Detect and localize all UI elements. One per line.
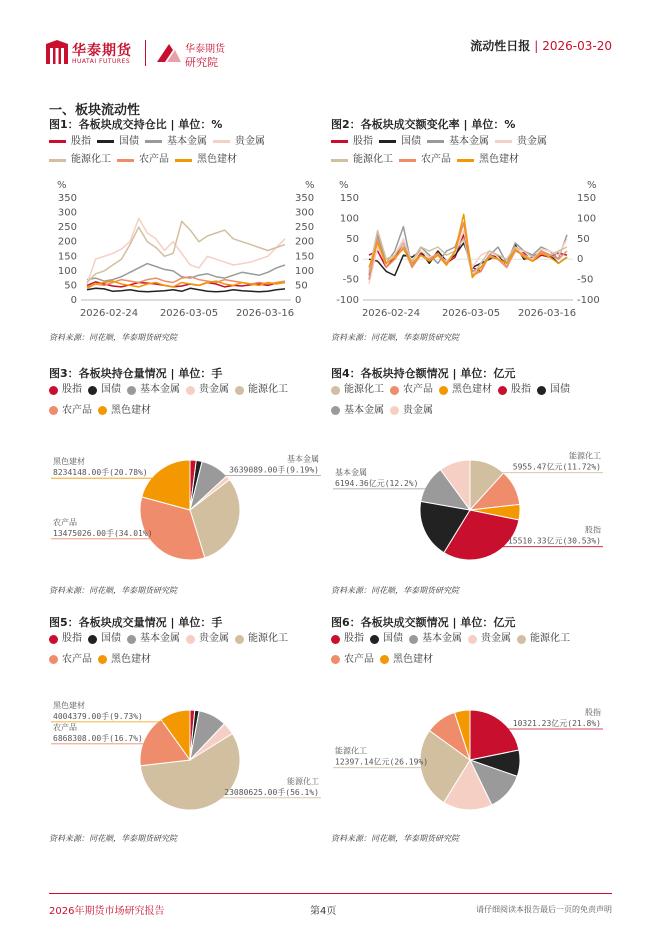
series-line bbox=[87, 264, 285, 282]
legend-item bbox=[49, 151, 111, 169]
x-tick-label: 2026-02-24 bbox=[79, 308, 139, 319]
y-tick-label-right: 250 bbox=[295, 222, 315, 234]
legend-item bbox=[379, 133, 421, 151]
legend-item bbox=[88, 630, 121, 648]
logo-subtext: HUATAI FUTURES bbox=[72, 58, 131, 65]
callout-value: 3639089.00手(9.19%) bbox=[229, 465, 319, 475]
legend-swatch bbox=[370, 635, 379, 644]
x-tick-label: 2026-03-05 bbox=[441, 308, 501, 319]
legend-item bbox=[468, 630, 511, 648]
y-tick-label-right: 100 bbox=[577, 213, 597, 225]
figure-1-line-chart bbox=[45, 178, 327, 328]
y-tick-label-left: 150 bbox=[57, 251, 77, 263]
figure-4-legend bbox=[331, 381, 601, 422]
legend-swatch bbox=[439, 386, 448, 395]
legend-swatch bbox=[468, 635, 477, 644]
report-date: | 2026-03-20 bbox=[534, 39, 612, 53]
legend-item bbox=[127, 381, 180, 399]
legend-label: 农产品 bbox=[62, 404, 92, 416]
legend-label: 贵金属 bbox=[517, 135, 547, 147]
legend-label: 基本金属 bbox=[140, 384, 180, 395]
footer-divider bbox=[49, 893, 612, 894]
y-tick-label-right: 150 bbox=[577, 193, 597, 204]
y-tick-label-left: 50 bbox=[64, 280, 77, 292]
legend-swatch bbox=[213, 140, 230, 143]
y-tick-label-left: -50 bbox=[342, 274, 359, 286]
y-tick-label-left: 250 bbox=[57, 222, 77, 234]
figure-4-title: 图4：各板块持仓额情况 | 单位：亿元 bbox=[331, 367, 516, 380]
y-tick-label-right: 350 bbox=[295, 193, 315, 204]
legend-item bbox=[98, 402, 151, 420]
legend-label: 国债 bbox=[101, 633, 121, 644]
legend-swatch bbox=[145, 140, 162, 143]
legend-label: 黑色建材 bbox=[111, 653, 151, 665]
legend-label: 股指 bbox=[71, 135, 91, 147]
figure-6-title: 图6：各板块成交额情况 | 单位：亿元 bbox=[331, 616, 516, 629]
figure-2-title: 图2：各板块成交额变化率 | 单位：% bbox=[331, 118, 516, 131]
legend-swatch bbox=[331, 635, 340, 644]
callout-name: 能源化工 bbox=[569, 451, 601, 461]
y-tick-label-left: 350 bbox=[57, 193, 77, 204]
figure-6-source: 资料来源：同花顺，华泰期货研究院 bbox=[331, 834, 459, 843]
legend-item bbox=[88, 381, 121, 399]
figure-5-source: 资料来源：同花顺，华泰期货研究院 bbox=[49, 834, 177, 843]
legend-swatch bbox=[498, 386, 507, 395]
footer-report-title: 2026年期货市场研究报告 bbox=[49, 906, 165, 917]
y-tick-label-left: 200 bbox=[57, 236, 77, 248]
y-tick-label-left: -100 bbox=[336, 295, 359, 306]
legend-label: 农产品 bbox=[344, 653, 374, 665]
legend-label: 能源化工 bbox=[248, 633, 288, 644]
y-tick-label-left: 0 bbox=[70, 295, 77, 306]
legend-swatch bbox=[235, 635, 244, 644]
legend-label: 能源化工 bbox=[344, 384, 384, 395]
y-tick-label-left: 0 bbox=[352, 254, 359, 266]
legend-swatch bbox=[331, 140, 348, 143]
legend-swatch bbox=[98, 406, 107, 415]
legend-item bbox=[537, 381, 570, 399]
legend-item bbox=[98, 651, 151, 669]
legend-label: 国债 bbox=[383, 633, 403, 644]
figure-1-source: 资料来源：同花顺，华泰期货研究院 bbox=[49, 333, 177, 342]
legend-swatch bbox=[331, 386, 340, 395]
callout-value: 4004379.00手(9.73%) bbox=[53, 711, 143, 721]
y-tick-label-right: 50 bbox=[577, 233, 590, 245]
callout-value: 10321.23亿元(21.8%) bbox=[512, 719, 601, 729]
figure-6-pie-chart bbox=[327, 680, 609, 840]
callout-name: 农产品 bbox=[53, 722, 77, 732]
y-tick-label-right: 100 bbox=[295, 265, 315, 277]
logo-mark-icon bbox=[46, 40, 68, 66]
legend-item bbox=[498, 381, 531, 399]
legend-label: 农产品 bbox=[403, 384, 433, 395]
figure-2-legend bbox=[331, 132, 596, 169]
legend-swatch bbox=[49, 635, 58, 644]
legend-label: 股指 bbox=[62, 384, 82, 395]
legend-label: 基本金属 bbox=[167, 135, 207, 147]
callout-value: 12397.14亿元(26.19%) bbox=[335, 757, 429, 767]
y-tick-label-right: -50 bbox=[577, 274, 594, 286]
institute-name: 华泰期货 bbox=[185, 44, 225, 55]
legend-label: 农产品 bbox=[139, 154, 169, 165]
y-tick-label-right: 0 bbox=[295, 295, 302, 306]
report-header bbox=[470, 37, 612, 54]
legend-label: 股指 bbox=[344, 633, 364, 644]
legend-item bbox=[49, 381, 82, 399]
legend-item bbox=[331, 630, 364, 648]
legend-label: 贵金属 bbox=[199, 384, 229, 395]
legend-swatch bbox=[457, 159, 474, 162]
callout-name: 黑色建材 bbox=[53, 457, 85, 467]
legend-label: 国债 bbox=[119, 135, 139, 147]
legend-swatch bbox=[117, 159, 134, 162]
legend-item bbox=[49, 402, 92, 420]
callout-name: 能源化工 bbox=[335, 746, 367, 756]
legend-label: 国债 bbox=[550, 384, 570, 395]
legend-swatch bbox=[49, 140, 66, 143]
right-unit-label: % bbox=[305, 180, 315, 191]
figure-1-title: 图1：各板块成交持仓比 | 单位：% bbox=[49, 118, 223, 131]
y-tick-label-right: 0 bbox=[577, 254, 584, 266]
legend-item bbox=[186, 381, 229, 399]
legend-label: 农产品 bbox=[421, 154, 451, 165]
legend-swatch bbox=[427, 140, 444, 143]
legend-item bbox=[495, 133, 547, 151]
legend-item bbox=[390, 402, 433, 420]
callout-name: 基本金属 bbox=[287, 454, 319, 464]
figure-1-legend bbox=[49, 132, 314, 169]
callout-name: 基本金属 bbox=[335, 467, 367, 477]
legend-item bbox=[235, 630, 288, 648]
legend-label: 黑色建材 bbox=[452, 384, 492, 395]
legend-item bbox=[457, 151, 519, 169]
callout-value: 6194.36亿元(12.2%) bbox=[335, 478, 419, 488]
legend-swatch bbox=[331, 159, 348, 162]
figure-6-legend bbox=[331, 630, 601, 671]
legend-label: 国债 bbox=[401, 135, 421, 147]
figure-3-legend bbox=[49, 381, 319, 422]
institute-subname: 研究院 bbox=[185, 56, 218, 69]
disclaimer-note: 请仔细阅读本报告最后一页的免责声明 bbox=[476, 905, 612, 914]
legend-swatch bbox=[49, 655, 58, 664]
x-tick-label: 2026-03-05 bbox=[159, 308, 219, 319]
figure-4-pie-chart bbox=[327, 430, 609, 590]
x-tick-label: 2026-03-16 bbox=[235, 308, 295, 319]
callout-value: 5955.47亿元(11.72%) bbox=[512, 462, 601, 472]
legend-label: 黑色建材 bbox=[111, 404, 151, 416]
legend-swatch bbox=[495, 140, 512, 143]
report-date-value: 2026-03-20 bbox=[542, 39, 612, 53]
legend-item bbox=[49, 630, 82, 648]
legend-item bbox=[213, 133, 265, 151]
legend-swatch bbox=[88, 386, 97, 395]
legend-label: 能源化工 bbox=[248, 384, 288, 395]
y-tick-label-left: 100 bbox=[339, 213, 359, 225]
legend-label: 能源化工 bbox=[71, 154, 111, 165]
legend-label: 基本金属 bbox=[422, 633, 462, 644]
legend-label: 贵金属 bbox=[199, 633, 229, 644]
legend-label: 基本金属 bbox=[344, 404, 384, 416]
y-tick-label-right: 50 bbox=[295, 280, 308, 292]
callout-value: 13475026.00手(34.01%) bbox=[53, 528, 153, 538]
legend-swatch bbox=[409, 635, 418, 644]
header-divider bbox=[145, 40, 146, 66]
y-tick-label-left: 150 bbox=[339, 193, 359, 204]
legend-item bbox=[331, 651, 374, 669]
legend-swatch bbox=[49, 159, 66, 162]
legend-item bbox=[186, 630, 229, 648]
legend-item bbox=[175, 151, 237, 169]
callout-name: 农产品 bbox=[53, 517, 77, 527]
figure-3-pie-chart bbox=[45, 430, 327, 590]
legend-item bbox=[49, 133, 91, 151]
legend-swatch bbox=[186, 635, 195, 644]
legend-swatch bbox=[517, 635, 526, 644]
legend-swatch bbox=[127, 386, 136, 395]
legend-item bbox=[517, 630, 570, 648]
figure-2-line-chart bbox=[327, 178, 609, 328]
legend-item bbox=[370, 630, 403, 648]
figure-4-source: 资料来源：同花顺，华泰期货研究院 bbox=[331, 586, 459, 595]
left-unit-label: % bbox=[339, 180, 349, 191]
legend-label: 农产品 bbox=[62, 653, 92, 665]
legend-swatch bbox=[49, 406, 58, 415]
legend-item bbox=[97, 133, 139, 151]
y-tick-label-right: 150 bbox=[295, 251, 315, 263]
legend-label: 股指 bbox=[353, 135, 373, 147]
x-tick-label: 2026-03-16 bbox=[517, 308, 577, 319]
legend-item bbox=[49, 651, 92, 669]
legend-swatch bbox=[537, 386, 546, 395]
legend-item bbox=[390, 381, 433, 399]
legend-swatch bbox=[98, 655, 107, 664]
legend-swatch bbox=[127, 635, 136, 644]
legend-swatch bbox=[235, 386, 244, 395]
legend-item bbox=[331, 381, 384, 399]
legend-item bbox=[380, 651, 433, 669]
legend-swatch bbox=[186, 386, 195, 395]
callout-value: 6868308.00手(16.7%) bbox=[53, 733, 143, 743]
legend-item bbox=[427, 133, 489, 151]
legend-label: 黑色建材 bbox=[393, 653, 433, 665]
legend-item bbox=[409, 630, 462, 648]
callout-value: 23080625.00手(56.1%) bbox=[224, 787, 319, 797]
figure-3-source: 资料来源：同花顺，华泰期货研究院 bbox=[49, 586, 177, 595]
figure-5-pie-chart bbox=[45, 680, 327, 840]
left-unit-label: % bbox=[57, 180, 67, 191]
page-number: 第4页 bbox=[310, 906, 337, 917]
legend-item bbox=[117, 151, 169, 169]
callout-name: 能源化工 bbox=[287, 776, 319, 786]
callout-name: 股指 bbox=[585, 525, 601, 535]
legend-swatch bbox=[390, 386, 399, 395]
legend-item bbox=[331, 133, 373, 151]
legend-swatch bbox=[97, 140, 114, 143]
legend-swatch bbox=[175, 159, 192, 162]
series-line bbox=[87, 288, 285, 292]
legend-item bbox=[331, 402, 384, 420]
legend-label: 股指 bbox=[62, 633, 82, 644]
legend-item bbox=[331, 151, 393, 169]
legend-swatch bbox=[380, 655, 389, 664]
legend-label: 贵金属 bbox=[403, 404, 433, 416]
y-tick-label-right: 300 bbox=[295, 207, 315, 219]
legend-label: 基本金属 bbox=[449, 135, 489, 147]
y-tick-label-left: 100 bbox=[57, 265, 77, 277]
callout-name: 黑色建材 bbox=[53, 700, 85, 710]
legend-label: 黑色建材 bbox=[197, 154, 237, 165]
legend-label: 黑色建材 bbox=[479, 154, 519, 165]
legend-swatch bbox=[331, 406, 340, 415]
legend-label: 基本金属 bbox=[140, 633, 180, 644]
logo-text: 华泰期货 bbox=[72, 43, 132, 59]
legend-label: 股指 bbox=[511, 384, 531, 395]
institute-mark-icon bbox=[155, 40, 183, 64]
legend-swatch bbox=[390, 406, 399, 415]
figure-2-source: 资料来源：同花顺，华泰期货研究院 bbox=[331, 333, 459, 342]
figure-5-legend bbox=[49, 630, 319, 671]
legend-item bbox=[399, 151, 451, 169]
legend-swatch bbox=[88, 635, 97, 644]
figure-5-title: 图5：各板块成交量情况 | 单位：手 bbox=[49, 616, 223, 629]
section-title: 一、板块流动性 bbox=[49, 103, 141, 118]
legend-label: 能源化工 bbox=[530, 633, 570, 644]
y-tick-label-left: 50 bbox=[346, 233, 359, 245]
report-name: 流动性日报 bbox=[470, 39, 531, 53]
legend-item bbox=[145, 133, 207, 151]
callout-value: 15510.33亿元(30.53%) bbox=[507, 536, 601, 546]
legend-label: 国债 bbox=[101, 384, 121, 395]
callout-name: 股指 bbox=[585, 708, 601, 718]
legend-swatch bbox=[399, 159, 416, 162]
institute-logo bbox=[155, 38, 245, 70]
legend-label: 能源化工 bbox=[353, 154, 393, 165]
legend-item bbox=[235, 381, 288, 399]
legend-swatch bbox=[49, 386, 58, 395]
legend-swatch bbox=[331, 655, 340, 664]
x-tick-label: 2026-02-24 bbox=[361, 308, 421, 319]
right-unit-label: % bbox=[587, 180, 597, 191]
y-tick-label-left: 300 bbox=[57, 207, 77, 219]
callout-value: 8234148.00手(20.78%) bbox=[53, 468, 148, 478]
legend-label: 贵金属 bbox=[235, 135, 265, 147]
legend-item bbox=[127, 630, 180, 648]
y-tick-label-right: -100 bbox=[577, 295, 600, 306]
legend-item bbox=[439, 381, 492, 399]
legend-swatch bbox=[379, 140, 396, 143]
legend-label: 贵金属 bbox=[481, 633, 511, 644]
y-tick-label-right: 200 bbox=[295, 236, 315, 248]
figure-3-title: 图3：各板块持仓量情况 | 单位：手 bbox=[49, 367, 223, 380]
